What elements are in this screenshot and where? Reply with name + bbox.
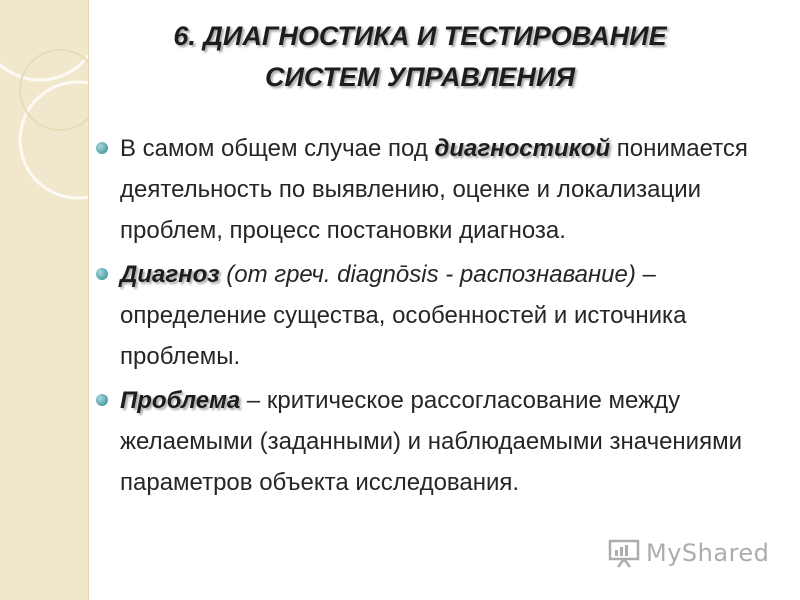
bullet-item-diagnosis bbox=[94, 254, 774, 377]
bullet-item-problem bbox=[94, 380, 774, 503]
etymology-text: (от греч. diagnōsis - распознавание) bbox=[219, 261, 636, 288]
presentation-icon bbox=[608, 538, 642, 568]
bullet-text: – определение существа, особенностей и источника проблемы. bbox=[120, 261, 687, 370]
term-problem: Проблема bbox=[120, 387, 241, 414]
bullet-text: понимается деятельность по выявлению, оценке и локализации проблем, процесс постановки диагноза. bbox=[120, 135, 748, 244]
bullet-dot-icon bbox=[96, 394, 108, 406]
term-diagnosis: Диагноз bbox=[120, 261, 220, 288]
term-diagnostics: диагностикой bbox=[434, 135, 611, 162]
watermark-text: MyShared bbox=[646, 539, 770, 567]
title-line-2: СИСТЕМ УПРАВЛЕНИЯ bbox=[264, 62, 576, 92]
slide-title bbox=[100, 16, 740, 98]
decorative-circles bbox=[0, 0, 88, 600]
watermark bbox=[608, 538, 769, 568]
bullet-dot-icon bbox=[96, 142, 108, 154]
title-line-1: 6. ДИАГНОСТИКА И ТЕСТИРОВАНИЕ bbox=[173, 21, 667, 51]
decorative-side-band bbox=[0, 0, 89, 600]
bullet-list bbox=[94, 128, 774, 506]
bullet-dot-icon bbox=[96, 268, 108, 280]
bullet-item-diagnostics bbox=[94, 128, 774, 251]
bullet-text: В самом общем случае под bbox=[120, 135, 435, 162]
bullet-text: – критическое рассогласование между желаемыми (заданными) и наблюдаемыми значениями параметров объекта исследования. bbox=[120, 387, 742, 496]
